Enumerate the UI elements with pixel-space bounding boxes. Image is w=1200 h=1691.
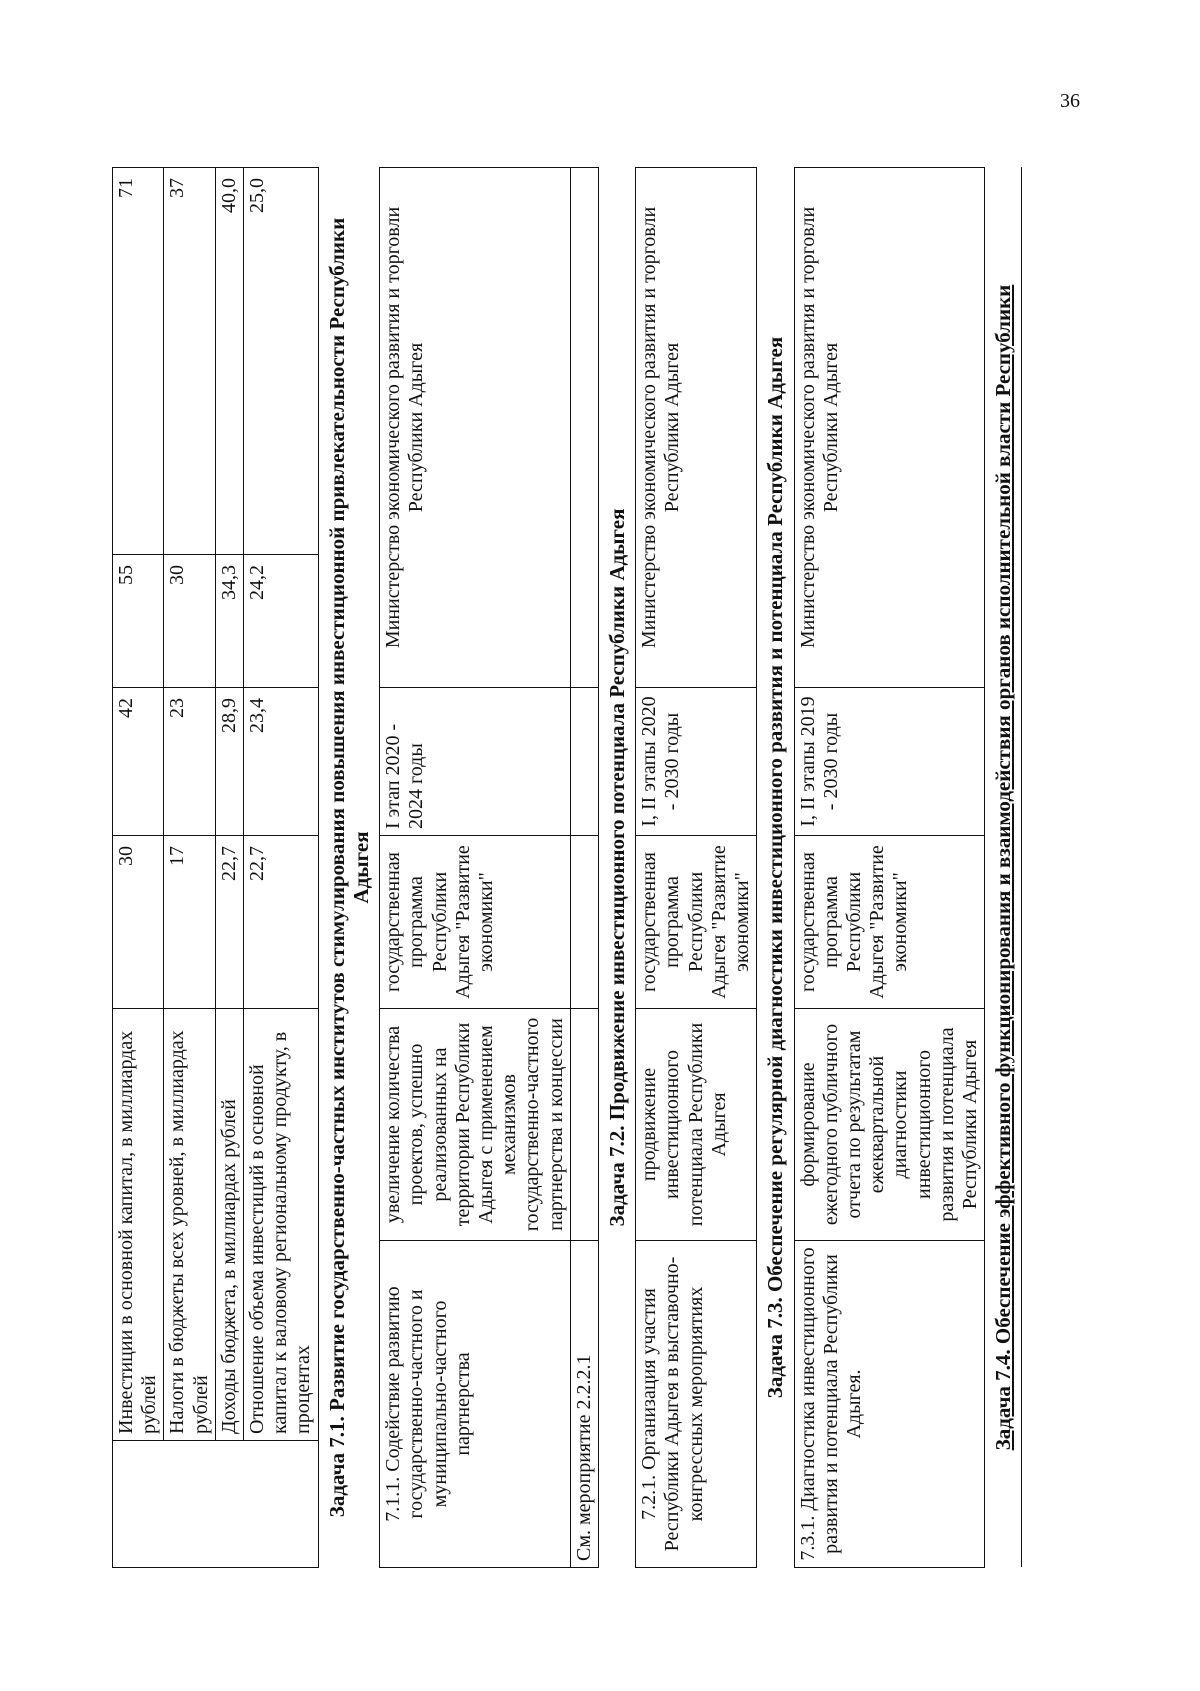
indicator-value: 55 (113, 554, 164, 687)
indicator-value: 24,2 (243, 554, 318, 687)
indicator-value: 34,3 (215, 554, 243, 687)
indicator-row (215, 167, 243, 1567)
program-name: государственная программа Республики Адыгея "Развитие экономики" (380, 835, 571, 1008)
page-number: 36 (1060, 90, 1080, 112)
measure-name: 7.2.1. Организация участия Республики Адыгея в выставочно-конгрессных мероприятиях (636, 1241, 757, 1568)
measure-name: 7.3.1. Диагностика инвестиционного развития и потенциала Республики Адыгея. (794, 1241, 985, 1568)
indicator-value: 25,0 (243, 167, 318, 554)
executor: Министерство экономического развития и торговли Республики Адыгея (636, 167, 757, 687)
task-7-4-title-text: Задача 7.4. Обеспечение эффективного функционирования и взаимодействия органов исполнительной власти Республики (991, 284, 1016, 1451)
period: I, II этапы 2020 - 2030 годы (636, 687, 757, 835)
measure-row (794, 167, 985, 1567)
indicator-value: 22,7 (243, 835, 318, 1008)
indicator-row (243, 167, 318, 1567)
see-also-row (570, 167, 598, 1567)
indicator-value: 17 (164, 835, 215, 1008)
indicator-value: 23 (164, 687, 215, 835)
expected-result: увеличение количества проектов, успешно реализованных на территории Республики Адыгея с применением механизмов государственно-частного партнерства и концессии (380, 1008, 571, 1240)
task-7-4-title (985, 167, 1022, 1567)
task-7-3-title: Задача 7.3. Обеспечение регулярной диагностики инвестиционного развития и потенциала Республики Адыгея (757, 167, 794, 1567)
indicator-value: 23,4 (243, 687, 318, 835)
indicator-value: 30 (164, 554, 215, 687)
indicator-value: 71 (113, 167, 164, 554)
empty-cell (570, 835, 598, 1008)
executor: Министерство экономического развития и торговли Республики Адыгея (380, 167, 571, 687)
period: I этап 2020 - 2024 годы (380, 687, 571, 835)
expected-result: продвижение инвестиционного потенциала Республики Адыгея (636, 1008, 757, 1240)
indicator-label: Отношение объема инвестиций в основной капитал к валовому региональному продукту, в процентах (243, 1008, 318, 1440)
rotated-page-content (112, 168, 1016, 1568)
indicator-value: 22,7 (215, 835, 243, 1008)
indicator-label: Доходы бюджета, в миллиардах рублей (215, 1008, 243, 1440)
indicator-value: 30 (113, 835, 164, 1008)
period: I, II этапы 2019 - 2030 годы (794, 687, 985, 835)
empty-cell (570, 1008, 598, 1240)
task-heading-row (318, 167, 380, 1567)
executor: Министерство экономического развития и торговли Республики Адыгея (794, 167, 985, 687)
plan-table (112, 167, 1022, 1568)
task-heading-row (757, 167, 794, 1567)
measure-row (380, 167, 571, 1567)
empty-cell (570, 687, 598, 835)
indicator-row (164, 167, 215, 1567)
indicator-value: 42 (113, 687, 164, 835)
measure-name: 7.1.1. Содействие развитию государственно-частного и муниципально-частного партнерства (380, 1241, 571, 1568)
task-7-1-title: Задача 7.1. Развитие государственно-частных институтов стимулирования повышения инвестиционной привлекательности Республики Адыгея (318, 167, 380, 1567)
indicator-label: Налоги в бюджеты всех уровней, в миллиардах рублей (164, 1008, 215, 1440)
empty-cell (113, 1441, 319, 1568)
task-heading-row (598, 167, 635, 1567)
indicator-value: 37 (164, 167, 215, 554)
expected-result: формирование ежегодного публичного отчета по результатам ежеквартальной диагностики инвестиционного развития и потенциала Республики Адыгея (794, 1008, 985, 1240)
indicator-label: Инвестиции в основной капитал, в миллиардах рублей (113, 1008, 164, 1440)
indicator-value: 28,9 (215, 687, 243, 835)
empty-cell (570, 167, 598, 687)
task-7-2-title: Задача 7.2. Продвижение инвестиционного потенциала Республики Адыгея (598, 167, 635, 1567)
program-name: государственная программа Республики Адыгея "Развитие экономики" (636, 835, 757, 1008)
measure-row (636, 167, 757, 1567)
indicator-row (113, 167, 164, 1567)
task-heading-row (985, 167, 1022, 1567)
indicator-value: 40,0 (215, 167, 243, 554)
program-name: государственная программа Республики Адыгея "Развитие экономики" (794, 835, 985, 1008)
see-also-text: См. мероприятие 2.2.2.1 (570, 1241, 598, 1568)
